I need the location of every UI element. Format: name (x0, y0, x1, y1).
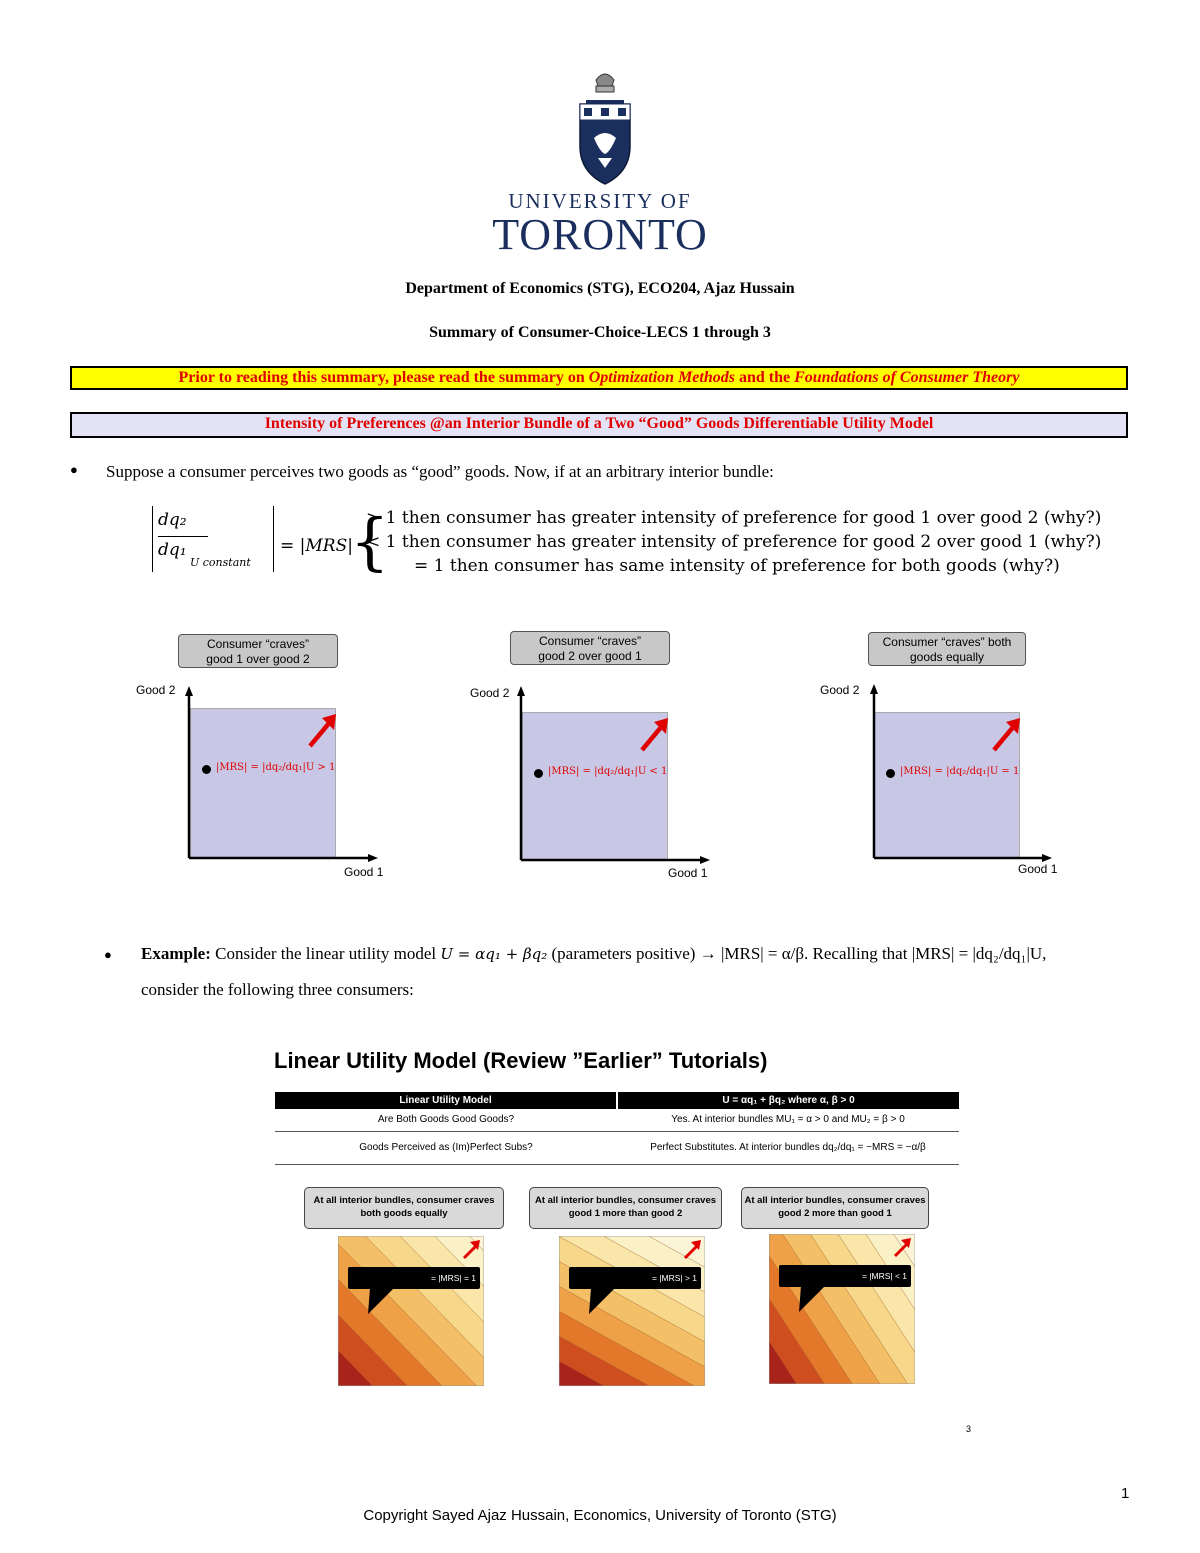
bullet-dot-2: ● (104, 947, 112, 962)
linear-model-table (275, 1092, 959, 1165)
bubble-tail (795, 1286, 835, 1316)
utility-contour-plot (769, 1234, 915, 1384)
bullet1-text: Suppose a consumer perceives two goods as “good” goods. Now, if at an arbitrary interior bundle: (106, 462, 774, 481)
diagram-caption: Consumer “craves” both goods equally (868, 632, 1026, 666)
increasing-utility-arrow-icon (990, 716, 1024, 754)
bubble-tail (364, 1288, 404, 1318)
table-header: Linear Utility Model U = αq₁ + βq₂ where α, β > 0 (275, 1092, 959, 1109)
diagram-caption: Consumer “craves” good 2 over good 1 (510, 631, 670, 665)
bubble-tail (585, 1288, 625, 1318)
utility-contour-plot (338, 1236, 484, 1386)
bundle-dot (534, 769, 543, 778)
bullet2-line1: Example: Consider the linear utility model U = αq₁ + βq₂ (parameters positive) → |MRS| = α/β. Recalling that |MRS| = |dq₂/dq₁|U, (141, 944, 1047, 963)
university-crest-logo (574, 68, 636, 186)
logo-line2: TORONTO (492, 210, 708, 259)
utility-contour-plot (559, 1236, 705, 1386)
table-row: Are Both Goods Good Goods? Yes. At interior bundles MU₁ = α > 0 and MU₂ = β > 0 (275, 1109, 959, 1132)
x-axis-label: Good 1 (668, 866, 708, 880)
summary-title: Summary of Consumer-Choice-LECS 1 through 3 (429, 324, 771, 341)
mrs-speech-bubble: = |MRS| > 1 (569, 1267, 701, 1289)
mrs-speech-bubble: = |MRS| < 1 (779, 1265, 911, 1287)
increasing-utility-arrow-icon (306, 712, 340, 750)
notice-text: Prior to reading this summary, please read the summary on Optimization Methods and the Foundations of Consumer Theory (178, 369, 1020, 386)
logo-line1: UNIVERSITY OF (508, 189, 692, 213)
page-number: 1 (1121, 1485, 1130, 1502)
y-axis-label: Good 2 (470, 686, 510, 700)
table-row: Goods Perceived as (Im)Perfect Subs? Perfect Substitutes. At interior bundles dq₂/dq₁ = −MRS = −α/β (275, 1132, 959, 1165)
small-mark: 3 (966, 1424, 972, 1434)
linear-model-title: Linear Utility Model (Review ”Earlier” Tutorials) (274, 1048, 768, 1073)
section-title-box (70, 412, 1128, 438)
notice-box (70, 366, 1128, 390)
bullet-dot-1: ● (70, 462, 78, 477)
diagram-axes (185, 684, 386, 862)
bundle-dot (886, 769, 895, 778)
consumer-callout: At all interior bundles, consumer craves good 1 more than good 2 (529, 1187, 722, 1229)
consumer-callout: At all interior bundles, consumer craves good 2 more than good 1 (741, 1187, 929, 1229)
mrs-equation: dq₂ dq₁ U constant = |MRS| { > 1 then consumer has greater intensity of preference for good 1 over good 2 (why?) < 1 then consumer has greater intensity of preference for good 2 over good 1 (why?) = 1 then consumer has same intensity of preference for both goods (why?) (152, 506, 1112, 588)
mrs-formula: |MRS| = |dq₂/dq₁|U < 1 (548, 766, 668, 777)
mrs-formula: |MRS| = |dq₂/dq₁|U > 1 (216, 762, 336, 773)
diagram-caption: Consumer “craves” good 1 over good 2 (178, 634, 338, 668)
mrs-formula: |MRS| = |dq₂/dq₁|U = 1 (900, 766, 1020, 777)
mrs-speech-bubble: = |MRS| = 1 (348, 1267, 480, 1289)
increasing-utility-arrow-icon (638, 716, 672, 754)
y-axis-label: Good 2 (136, 683, 176, 697)
copyright-footer: Copyright Sayed Ajaz Hussain, Economics, University of Toronto (STG) (363, 1507, 837, 1524)
bundle-dot (202, 765, 211, 774)
y-axis-label: Good 2 (820, 683, 860, 697)
consumer-callout: At all interior bundles, consumer craves both goods equally (304, 1187, 504, 1229)
section-title: Intensity of Preferences @an Interior Bundle of a Two “Good” Goods Differentiable Utility Model (264, 415, 934, 432)
bullet2-line2: consider the following three consumers: (141, 980, 414, 999)
department-line: Department of Economics (STG), ECO204, Ajaz Hussain (405, 280, 795, 297)
x-axis-label: Good 1 (1018, 862, 1058, 876)
x-axis-label: Good 1 (344, 865, 384, 879)
